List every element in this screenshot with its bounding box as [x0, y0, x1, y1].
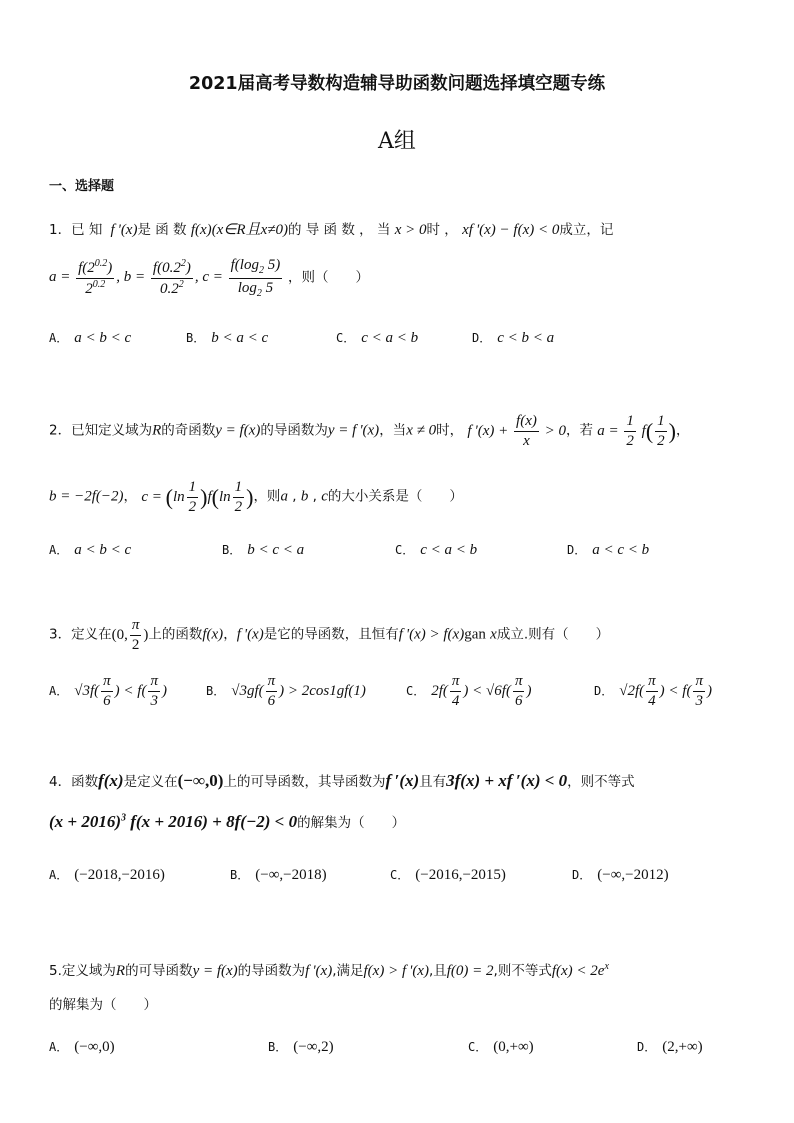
q5-option-a[interactable]: A． (−∞,0) — [49, 1039, 115, 1055]
q1-option-c[interactable]: C． c < a < b — [336, 330, 419, 346]
q1-tail: ，则（ ） — [287, 269, 369, 286]
question-3-line-1: 3．定义在(0, $\frac{\pi}{2}$ )上的函数f(x)，f '(x)是它的导函数，且恒有f '(x) > f(x)gan x成立.则有（ ） — [49, 617, 610, 653]
question-5-line-2: 的解集为（ ） — [49, 997, 157, 1013]
q4-formula-inequality: $(x + 2016)^3$ f(x + 2016) + 8f(−2) < 0 — [49, 812, 298, 831]
q4-option-c[interactable]: C． (−2016,−2015) — [390, 867, 506, 883]
q4-option-b[interactable]: B． (−∞,−2018) — [230, 867, 327, 883]
section-heading: 一、选择题 — [49, 179, 115, 194]
q3-interval: (0, $\frac{\pi}{2}$ ) — [111, 617, 149, 653]
page-title: 2021届高考导数构造辅导助函数问题选择填空题专练 — [188, 74, 606, 94]
question-1-line-1 — [49, 218, 613, 239]
q1-text-1: 是 函 数 — [137, 222, 187, 238]
q4-option-d[interactable]: D． (−∞,−2012) — [572, 867, 669, 883]
q1-text-4: 成立，记 — [559, 222, 614, 238]
question-4-line-2: $(x + 2016)^3$ f(x + 2016) + 8f(−2) < 0的解集为（ ） — [49, 812, 406, 831]
q3-option-b[interactable]: B． √3gf( $\frac{\pi}{6}$ ) > 2cos1gf(1) — [206, 673, 366, 709]
question-5-line-1: 5.定义域为R的可导函数y = f(x)的导函数为f '(x),满足f(x) > f '(x),且f(0) = 2,则不等式$f(x) < 2e^x$ — [49, 961, 609, 979]
q1-formula-fx: f(x) — [190, 222, 212, 238]
q1-formula-ineq: xf '(x) − f(x) < 0 — [462, 222, 560, 238]
q3-option-c[interactable]: C． 2f( $\frac{\pi}{4}$ ) < √6f( $\frac{\pi}{6}$ ) — [406, 673, 532, 709]
q2-formula-ineq: f '(x) + $\frac{f(x)}{x}$ > 0 — [467, 413, 566, 449]
q2-prefix: 2．已知定义域为 — [49, 422, 153, 439]
q2-formula-yfx: y = f(x) — [215, 422, 261, 439]
q2-def-b: b = −2f(−2) — [49, 488, 124, 505]
q3-option-a[interactable]: A． √3f( $\frac{\pi}{6}$ ) < f( $\frac{\pi}{3}$ ) — [49, 673, 167, 709]
q2-formula-yprime: y = f '(x) — [327, 422, 380, 439]
question-2-line-2: b = −2f(−2)， c = (ln $\frac{1}{2}$ )f(ln $\frac{1}{2}$ )，则a , b , c的大小关系是（ ） — [49, 479, 463, 515]
q2-option-d[interactable]: D． a < c < b — [567, 542, 650, 558]
q1-text-3: 时 ， — [426, 222, 463, 238]
q2-def-c: c = (ln $\frac{1}{2}$ )f(ln $\frac{1}{2}$ ) — [141, 479, 254, 515]
q3-formula-ineq: f '(x) > f(x) — [398, 626, 465, 643]
q5-option-b[interactable]: B． (−∞,2) — [268, 1039, 334, 1055]
group-heading: A组 — [378, 129, 416, 154]
q2-option-c[interactable]: C． c < a < b — [395, 542, 478, 558]
question-1-line-2 — [49, 256, 369, 300]
q1-option-b[interactable]: B． b < a < c — [186, 330, 269, 346]
q4-option-a[interactable]: A． (−2018,−2016) — [49, 867, 165, 883]
q3-option-d[interactable]: D． √2f( $\frac{\pi}{4}$ ) < f( $\frac{\pi}{3}$ ) — [594, 673, 712, 709]
q2-option-a[interactable]: A． a < b < c — [49, 542, 132, 558]
q1-text-2: 的 导 函 数 ， 当 — [287, 222, 391, 238]
q1-formula-xpos: x > 0 — [394, 222, 427, 238]
q1-prefix: 1．已 知 — [49, 222, 103, 238]
q1-def-c: c = $\frac{f(\log_2 5)}{\log_2 5}$ — [202, 257, 281, 299]
q2-def-a: a = $\frac{1}{2}$ f( $\frac{1}{2}$ ) — [597, 413, 676, 449]
q5-option-d[interactable]: D． (2,+∞) — [637, 1039, 703, 1055]
q5-option-c[interactable]: C． (0,+∞) — [468, 1039, 534, 1055]
q1-option-a[interactable]: A． a < b < c — [49, 330, 132, 346]
q4-formula-ineq: 3f(x) + xf ′(x) < 0 — [446, 771, 568, 790]
q2-option-b[interactable]: B． b < c < a — [222, 542, 305, 558]
question-4-line-1: 4．函数f(x)是定义在(−∞,0)上的可导函数，其导函数为f ′(x)且有3f(x) + xf ′(x) < 0，则不等式 — [49, 771, 635, 790]
q1-def-a: a = $\frac{f(2^{0.2})}{2^{0.2}}$ , — [49, 257, 124, 297]
q1-option-d[interactable]: D． c < b < a — [472, 330, 555, 346]
q1-def-b: b = $\frac{f(0.2^2)}{0.2^2}$ , — [123, 257, 203, 297]
q1-formula-fprime: f '(x) — [106, 222, 138, 238]
question-2-line-1: 2．已知定义域为R的奇函数y = f(x)的导函数为y = f '(x)，当x ≠ 0时， f '(x) + $\frac{f(x)}{x}$ > 0，若 a = $\frac{1}{2}$ f( $\frac{1}{2}$ )， — [49, 413, 690, 449]
q1-condition: (x∈R且x≠0) — [211, 222, 288, 238]
